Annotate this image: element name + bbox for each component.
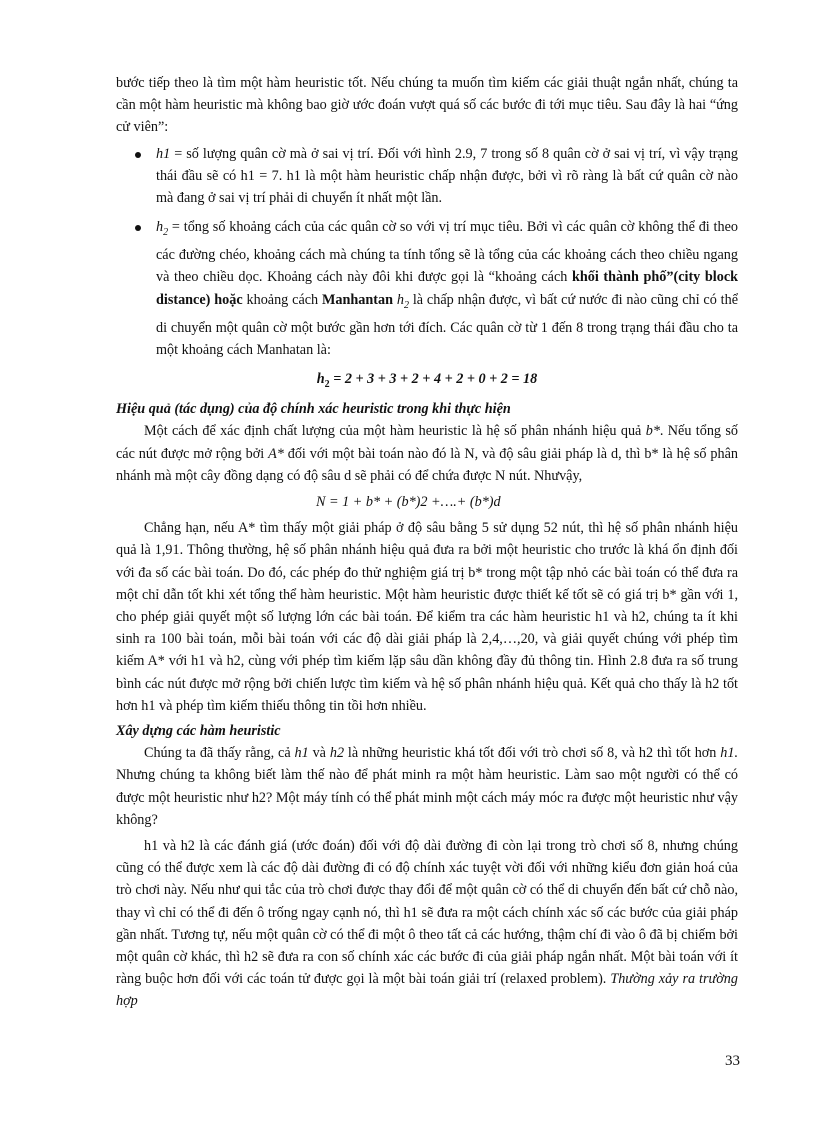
p2-bstar: b* bbox=[645, 423, 660, 440]
formula-lhs: h bbox=[316, 371, 325, 388]
bullet-h2-text-a: = tổng số khoảng cách của các quân cờ so với vị trí mục tiêu. Bởi vì các quân cờ không thể đi theo các đường chéo, khoảng cách mà chúng ta tính tổng sẽ là tổng của các khoảng cách theo chiều ngang và theo chiều dọc. Khoảng cách này đôi khi được gọi là “khoảng cách bbox=[156, 219, 738, 286]
h2-symbol-inline: h bbox=[396, 291, 404, 308]
bullet-h1-text: = số lượng quân cờ mà ở sai vị trí. Đối với hình 2.9, 7 trong số 8 quân cờ ở sai vị trí, vì vậy trạng thái đầu sẽ có h1 = 7. h1 là một hàm heuristic chấp nhận được, bởi vì rõ ràng là bất cứ quân cờ nào mà đang ở sai vị trí phải di chuyển ít nhất một lần. bbox=[156, 145, 738, 207]
h1-symbol: h1 bbox=[156, 145, 171, 162]
bullet-h2-bold-city-block: khối thành phố”(city block distance) hoặc bbox=[156, 269, 739, 308]
p2-text-c: đối với một bài toán nào đó là N, và độ sâu giải pháp là d, thì b* là hệ số phân nhánh mà một cây đồng dạng có độ sâu d sẽ phải có để chứa được N nút. Nhưvậy, bbox=[116, 445, 738, 484]
h2-symbol: h bbox=[156, 219, 164, 236]
formula-n: N = 1 + b* + (b*)2 +….+ (b*)d bbox=[316, 493, 501, 510]
p4-text-a: Chúng ta đã thấy rằng, cả bbox=[144, 745, 295, 762]
bullet-h2-bold-manhantan: Manhantan bbox=[322, 291, 393, 308]
formula-sub: 2 bbox=[324, 378, 330, 390]
p2-astar: A* bbox=[268, 445, 284, 462]
paragraph-relaxed bbox=[116, 835, 738, 1013]
heading-build: Xây dựng các hàm heuristic bbox=[116, 722, 281, 739]
p5-italic: Thường xảy ra trường hợp bbox=[116, 971, 738, 1010]
formula-manhattan bbox=[116, 368, 738, 396]
p4-h2: h2 bbox=[329, 745, 345, 762]
bullet-dot-icon bbox=[135, 225, 141, 231]
page-number: 33 bbox=[725, 1053, 740, 1069]
p4-text-c: là những heuristic khá tốt đối với trò chơi số 8, và h2 thì tốt hơn bbox=[344, 745, 721, 762]
page-body bbox=[116, 72, 738, 1013]
paragraph-intro: bước tiếp theo là tìm một hàm heuristic tốt. Nếu chúng ta muốn tìm kiếm các giải thuật ngắn nhất, chúng ta cần một hàm heuristic mà không bao giờ ước đoán vượt quá số các bước đi tới mục tiêu. Sau đây là hai “ứng cử viên”: bbox=[116, 75, 738, 136]
p2-text-b: . Nếu tổng số các nút được mở rộng bởi bbox=[116, 423, 738, 462]
h2-subscript: 2 bbox=[163, 227, 169, 239]
p2-text-a: Một cách để xác định chất lượng của một hàm heuristic là hệ số phân nhánh hiệu quả bbox=[144, 423, 646, 440]
bullet-h2 bbox=[116, 216, 738, 361]
p4-text-b: và bbox=[308, 745, 330, 762]
formula-rhs: = 2 + 3 + 3 + 2 + 4 + 2 + 0 + 2 = 18 bbox=[329, 371, 538, 388]
paragraph-example: Chẳng hạn, nếu A* tìm thấy một giải pháp ở độ sâu bằng 5 sử dụng 52 nút, thì hệ số phân nhánh hiệu quả là 1,91. Thông thường, hệ số phân nhánh hiệu quả đưa ra bởi một heuristic cho trước là khá ổn định đối với đa số các bài toán. Do đó, các phép đo thử nghiệm giá trị b* trong một tập nhỏ các bài toán có thể đưa ra một chỉ dẫn tốt khi xét tổng thể hàm heuristic. Một hàm heuristic được thiết kế tốt sẽ có giá trị b* gần với 1, cho phép giải quyết một số lượng lớn các bài toán. Để kiểm tra các hàm heuristic h1 và h2, chúng ta ít khi sinh ra 100 bài toán, mỗi bài toán với các độ dài giải pháp là 2,4,…,20, và giải quyết chúng với phép tìm kiếm A* với h1 và h2, cùng với phép tìm kiếm lặp sâu dần không đầy đủ thông tin. Hình 2.8 đưa ra số trung bình các nút được mở rộng bởi chiến lược tìm kiếm và hệ số phân nhánh hiệu quả. Kết quả cho thấy là h2 tốt hơn h1 và phép tìm kiếm thiếu thông tin tồi hơn nhiều. bbox=[116, 520, 738, 714]
bullet-dot-icon bbox=[135, 152, 141, 158]
paragraph-build bbox=[116, 742, 738, 831]
p4-h1: h1 bbox=[294, 745, 309, 762]
bullet-h2-text-d: là chấp nhận được, vì bất cứ nước đi nào cũng chỉ có thể di chuyển một quân cờ một bước gần hơn tới đích. Các quân cờ từ 1 đến 8 trong trạng thái đầu cho ta một khoảng cách Manhatan là: bbox=[156, 291, 738, 358]
bullet-h1 bbox=[116, 143, 738, 210]
heading-effect: Hiệu quả (tác dụng) của độ chính xác heuristic trong khi thực hiện bbox=[116, 401, 511, 418]
p4-text-d: Nhưng chúng ta không biết làm thế nào để phát minh ra một hàm heuristic. Làm sao một người có thể có được một heuristic như h2? Một máy tính có thể phát minh một cách máy móc ra được một heuristic như vậy không? bbox=[116, 767, 738, 828]
p4-h1b: h1. bbox=[720, 745, 738, 762]
bullet-h2-text-b: khoảng cách bbox=[242, 291, 323, 308]
paragraph-branching bbox=[116, 420, 738, 487]
p5-text-a: h1 và h2 là các đánh giá (ước đoán) đối với độ dài đường đi còn lại trong trò chơi số 8, nhưng chúng cũng có thể được xem là các độ dài đường đi có độ chính xác tuyệt vời đối với những kiểu đơn giản hoá của trò chơi này. Nếu như qui tắc của trò chơi được thay đổi để một quân cờ có thể di chuyển đến bất cứ chỗ nào, thay vì chỉ có thể đi đến ô trống ngay cạnh nó, thì h1 sẽ đưa ra một cách chính xác số các bước của giải pháp gần nhất. Tương tự, nếu một quân cờ có thể đi một ô theo tất cả các hướng, thậm chí đi vào ô đã bị chiếm bởi một quân cờ khác, thì h2 sẽ đưa ra con số chính xác các bước đi của giải pháp ngắn nhất. Một bài toán với ít ràng buộc hơn đối với các toán tử được gọi là một bài toán giải trí (relaxed problem). bbox=[116, 837, 738, 988]
h2-subscript-inline: 2 bbox=[403, 299, 409, 311]
